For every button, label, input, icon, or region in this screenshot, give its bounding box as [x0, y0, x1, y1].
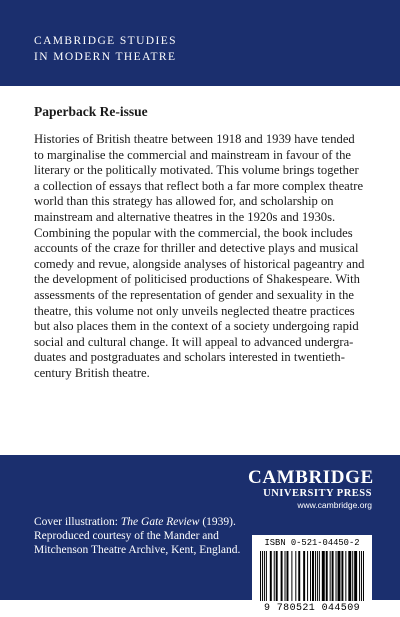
- barcode-bar: [317, 551, 318, 601]
- barcode-bar: [332, 551, 334, 601]
- barcode-bar: [262, 551, 263, 601]
- barcode-bar: [359, 551, 360, 601]
- barcode-bar: [286, 551, 288, 601]
- barcode-bar: [312, 551, 314, 601]
- publisher-name: CAMBRIDGE: [248, 467, 374, 488]
- blurb-line: comedy and revue, alongside analyses of historical pageantry and: [34, 256, 365, 271]
- blurb-line: the development of politicised productions of Shakespeare. With: [34, 272, 360, 287]
- section-heading: Paperback Re-issue: [34, 104, 148, 119]
- barcode-bar: [361, 551, 362, 601]
- blurb-line: literary or the politically motivated. This volume brings together: [34, 163, 359, 178]
- blurb-line: Histories of British theatre between 1918 and 1939 have tended: [34, 132, 355, 146]
- barcode-number: 9 780521 044509: [263, 603, 360, 614]
- barcode-bar: [266, 551, 267, 601]
- isbn-label: ISBN 0-521-04450-2: [264, 538, 360, 548]
- barcode-bar: [322, 551, 325, 601]
- blurb-line: assessments of the representation of gender and sexuality in the: [34, 287, 354, 302]
- barcode-bar: [352, 551, 353, 601]
- barcode-bar: [274, 551, 275, 601]
- publisher-url: www.cambridge.org: [297, 500, 372, 510]
- barcode-bar: [336, 551, 337, 601]
- series-title: [34, 33, 177, 65]
- blurb-line: century British theatre.: [34, 365, 150, 380]
- barcode-bar: [354, 551, 357, 601]
- barcode-bar: [348, 551, 351, 601]
- barcode: [260, 551, 364, 601]
- barcode-bar: [260, 551, 261, 601]
- blurb-line: to marginalise the commercial and mainstream in favour of the: [34, 147, 351, 162]
- blurb-line: theatre, this volume not only unveils neglected theatre practices: [34, 303, 355, 318]
- barcode-bar: [326, 551, 328, 601]
- barcode-bar: [330, 551, 331, 601]
- barcode-bar: [270, 551, 272, 601]
- barcode-bar: [319, 551, 320, 601]
- barcode-bar: [307, 551, 308, 601]
- blurb-paragraph: [34, 132, 372, 382]
- barcode-bar: [338, 551, 341, 601]
- blurb-line: mainstream and alternative theatres in the 1920s and 1930s.: [34, 209, 336, 224]
- barcode-bar: [298, 551, 300, 601]
- blurb-line: social and cultural change. It will appeal to advanced undergra-: [34, 334, 354, 349]
- credit-prefix: Cover illustration:: [34, 516, 121, 528]
- barcode-bar: [315, 551, 316, 601]
- barcode-bar: [295, 551, 296, 601]
- blurb-line: Combining the popular with the commercial, the book includes: [34, 225, 353, 240]
- credit-work-title: The Gate Review: [120, 516, 200, 528]
- barcode-bar: [345, 551, 346, 601]
- barcode-bar: [291, 551, 292, 601]
- barcode-bar: [285, 551, 286, 601]
- blurb-line: world than this strategy has allowed for, and scholarship on: [34, 194, 334, 209]
- blurb-line: duates and postgraduates and scholars interested in twentieth-: [34, 350, 345, 365]
- publisher-subtitle: UNIVERSITY PRESS: [263, 488, 372, 499]
- barcode-bar: [310, 551, 311, 601]
- barcode-bar: [264, 551, 265, 601]
- series-title-line-1: CAMBRIDGE STUDIES: [34, 35, 177, 47]
- barcode-bar: [303, 551, 305, 601]
- series-title-line-2: IN MODERN THEATRE: [34, 51, 177, 63]
- barcode-bar: [276, 551, 278, 601]
- back-cover-text: [34, 104, 372, 382]
- barcode-bar: [341, 551, 343, 601]
- series-band: [0, 0, 400, 86]
- credit-rest: (1939). Reproduced courtesy of the Mander and Mitchenson Theatre Archive, Kent, England.: [34, 516, 241, 556]
- blurb-line: but also places them in the context of a society undergoing rapid: [34, 319, 359, 334]
- barcode-bar: [281, 551, 283, 601]
- blurb-line: a collection of essays that reflect both a far more complex theatre: [34, 178, 364, 193]
- barcode-panel: [252, 535, 372, 617]
- barcode-bar: [363, 551, 364, 601]
- cover-credit: [34, 515, 244, 557]
- publisher-logo: [248, 468, 372, 511]
- blurb-line: accounts of the craze for thriller and detective plays and musical: [34, 241, 359, 256]
